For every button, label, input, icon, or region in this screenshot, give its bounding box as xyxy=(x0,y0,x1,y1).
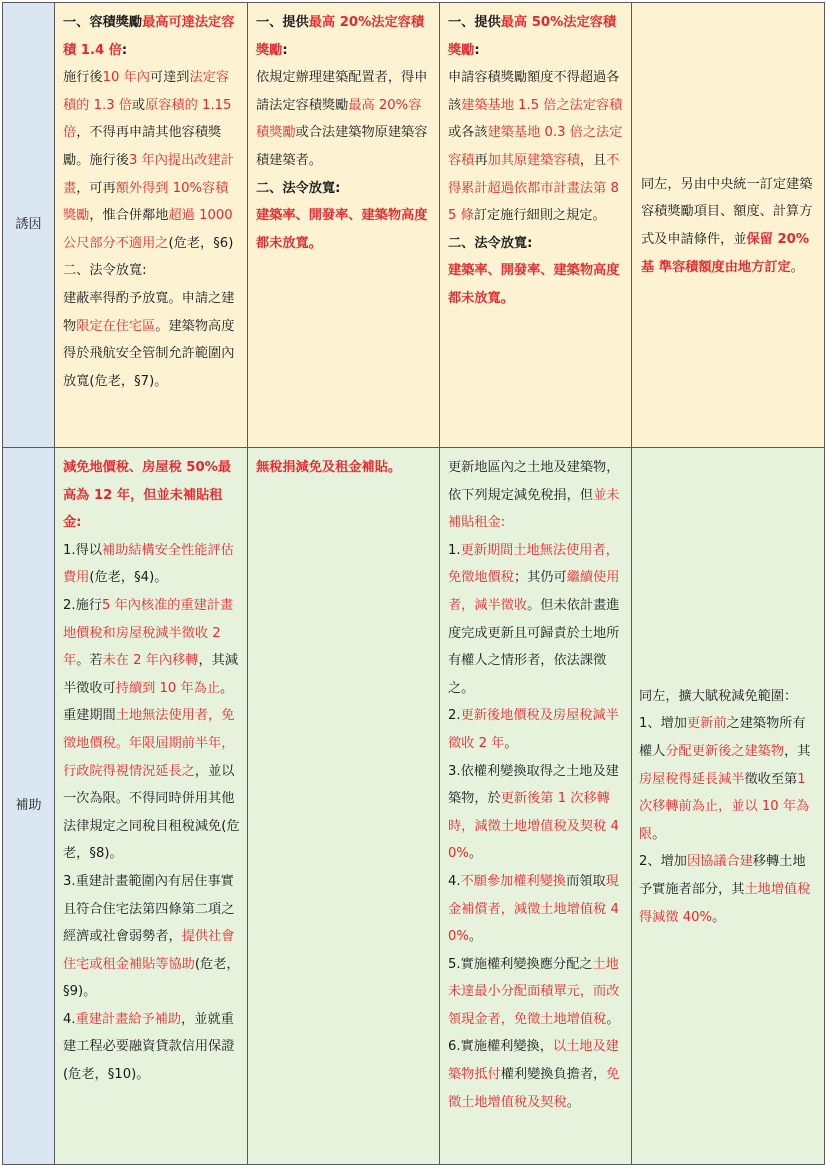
text-run: 不願參加權利變換 xyxy=(460,873,567,889)
text-run: 超過 1000 公尺部分不適用之 xyxy=(63,208,233,251)
text-run: 。 xyxy=(566,1094,580,1110)
cell-paragraph xyxy=(256,64,432,174)
cell-paragraph xyxy=(448,9,624,64)
text-run: 土地增值稅得減徵 40% xyxy=(639,881,811,925)
text-run: ；其仍可 xyxy=(513,570,567,586)
cell-subsidy-col3 xyxy=(440,448,632,1165)
text-run: 建築率、開發率、建築物高度都未放寬。 xyxy=(448,263,620,306)
cell-paragraph xyxy=(639,683,817,711)
text-run: 重建計畫給予補助 xyxy=(75,1011,182,1027)
text-run: 2. xyxy=(448,708,461,724)
text-run: 4. xyxy=(448,873,461,889)
text-run: 二、法令放寬: xyxy=(256,180,341,196)
text-run: 權利變換負擔者， xyxy=(500,1067,607,1083)
cell-paragraph xyxy=(639,848,817,931)
text-run: 3.重建計畫範圍內有居住事實且符合住宅法第四條第二項之經濟或社會弱勢者， xyxy=(63,873,235,945)
cell-paragraph xyxy=(63,285,240,395)
text-run: (危老，§4)。 xyxy=(89,570,168,586)
text-run: 加其原建築容積 xyxy=(487,152,580,168)
cell-paragraph xyxy=(256,9,432,64)
text-run: 6.實施權利變換， xyxy=(448,1039,553,1055)
text-run: 可達到 xyxy=(149,70,190,86)
text-run: 以土地及建築物抵付 xyxy=(448,1039,619,1083)
text-run: 5.實施權利變換應分配之 xyxy=(448,956,593,972)
text-run: 而領取 xyxy=(566,873,606,889)
text-run: 或各該 xyxy=(448,125,488,141)
text-run: ，不得再申請其他容積獎勵。施行後 xyxy=(63,125,222,168)
cell-paragraph xyxy=(448,868,624,951)
text-run: (危老，§6) xyxy=(168,235,234,251)
text-run: 保留 20%基 準容積額度由地方訂定 xyxy=(641,232,810,275)
text-run: 1. xyxy=(448,542,461,558)
text-run: 更新前 xyxy=(686,716,727,732)
cell-paragraph xyxy=(448,702,624,757)
text-run: 因協議合建 xyxy=(686,854,753,870)
text-run: ，且 xyxy=(579,152,607,168)
text-run: 。若 xyxy=(76,653,103,669)
cell-incentive-col3 xyxy=(440,3,632,448)
text-run: 1、增加 xyxy=(639,716,687,732)
cell-paragraph xyxy=(63,64,240,257)
text-run: : xyxy=(282,42,288,58)
cell-paragraph xyxy=(63,868,240,1006)
cell-paragraph xyxy=(256,175,432,203)
cell-paragraph xyxy=(448,758,624,868)
text-run: 更新後第 1 次移轉時，減徵土地增值稅及契稅 40% xyxy=(448,791,619,862)
text-run: 。 xyxy=(504,735,518,751)
text-run: ，惟合併鄰地 xyxy=(89,208,169,224)
cell-paragraph xyxy=(63,257,240,285)
text-run: 補助結構安全性能評估費用 xyxy=(63,542,234,586)
cell-paragraph xyxy=(448,537,624,703)
text-run: ，並以一次為限。不得同時併用其他法律規定之同稅目租稅減免(危老，§8)。 xyxy=(63,763,240,862)
cell-paragraph xyxy=(448,1033,624,1116)
text-run: ，其減半徵收可 xyxy=(63,653,239,696)
cell-subsidy-col1 xyxy=(55,448,248,1165)
cell-paragraph xyxy=(256,454,432,482)
cell-paragraph xyxy=(639,710,817,848)
text-run: (危老，§9)。 xyxy=(63,956,240,1000)
text-run: 更新期間土地無法使用者，免徵地價稅 xyxy=(448,542,619,586)
text-run: : xyxy=(121,42,128,58)
cell-paragraph xyxy=(448,454,624,537)
text-run: 建蔽率得酌予放寬。申請之建物 xyxy=(63,290,235,334)
text-run: 最高 20%容積獎勵 xyxy=(256,97,422,141)
text-run: 移轉土地予實施者部分，其 xyxy=(639,854,806,897)
text-run: 徵收至第 xyxy=(744,771,798,787)
text-run: 建築基地 0.3 倍之法定容積 xyxy=(448,125,623,168)
text-run: 不得累計超過依都市計畫法第 85 條 xyxy=(448,152,620,224)
text-run: 3.依權利變換取得之土地及建築物，於 xyxy=(448,763,619,807)
text-run: 再 xyxy=(474,152,488,168)
text-run: 之建築物所有權人 xyxy=(639,716,806,760)
text-run: 。建築物高度得於飛航安全管制允許範圍內放寬(危老，§7)。 xyxy=(63,318,235,389)
text-run: 。 xyxy=(468,846,483,862)
cell-subsidy-col2 xyxy=(248,448,440,1165)
text-run: : xyxy=(474,42,480,58)
row-label-incentive: 誘因 xyxy=(3,3,55,448)
text-run: 持續到 10 年為止 xyxy=(115,680,221,696)
cell-incentive-col2 xyxy=(248,3,440,448)
text-run: 最高 20%法定容積獎勵 xyxy=(256,15,425,58)
text-run: 2.施行 xyxy=(63,597,102,613)
text-run: 3 年內提出改建計畫 xyxy=(63,152,234,196)
text-run: 一、提供 xyxy=(256,15,309,30)
cell-incentive-col1 xyxy=(55,3,248,448)
text-run: 4. xyxy=(63,1011,76,1027)
text-run: 房屋稅得延長減半 xyxy=(639,771,745,787)
text-run: 二、法令放寬: xyxy=(63,263,147,279)
text-run: 建築率、開發率、建築物高度都未放寬。 xyxy=(256,208,428,251)
text-run: 提供社會住宅或租金補貼等協助 xyxy=(63,929,235,972)
text-run: 免徵土地增值稅及契稅 xyxy=(448,1067,620,1110)
text-run: 依規定辦理建築配置者，得申請法定容積獎勵 xyxy=(256,70,428,113)
text-run: 。 xyxy=(606,1011,620,1027)
text-run: 1 次移轉前為止，並以 10 年為限 xyxy=(639,771,810,842)
text-run: 。 xyxy=(790,259,804,275)
text-run: 10 年內 xyxy=(102,70,150,86)
text-run: 更新地區內之土地及建築物，依下列規定減免稅捐，但 xyxy=(448,460,620,503)
text-run: 現金補償者，減徵土地增值稅 40% xyxy=(448,873,619,945)
text-run: 同左，擴大賦稅減免範圍： xyxy=(639,688,798,704)
text-run: 同左，另由中央統一訂定建築容積獎勵項目、額度、計算方式及申請條件，並 xyxy=(641,176,813,247)
text-run: 法定容積的 1.3 倍 xyxy=(63,70,230,113)
table-row-incentive xyxy=(3,3,825,448)
text-run: 分配更新後之建築物 xyxy=(665,744,785,760)
text-run: 更新後地價稅及房屋稅減半徵收 2 年 xyxy=(448,708,619,751)
cell-subsidy-col4 xyxy=(632,448,825,1165)
text-run: 1.得以 xyxy=(63,542,102,558)
text-run: 。 xyxy=(652,826,666,842)
text-run: 施行後 xyxy=(63,70,103,86)
text-run: 訂定施行細則之規定。 xyxy=(473,208,606,224)
text-run: 減免地價稅、房屋稅 50%最高為 12 年，但並未補貼租金: xyxy=(63,460,232,531)
cell-paragraph xyxy=(63,592,240,868)
text-run: 。但未依計畫進度完成更新且可歸責於土地所有權人之情形者，依法課徵之。 xyxy=(448,597,620,696)
text-run: ，其 xyxy=(784,744,811,760)
text-run: 一、容積獎勵 xyxy=(63,15,143,30)
cell-paragraph xyxy=(63,454,240,537)
text-run: 繼續使用者，減半徵收 xyxy=(448,570,620,613)
text-run: 並未補貼租金: xyxy=(448,487,620,531)
text-run: 一、提供 xyxy=(448,15,501,30)
text-run: 。 xyxy=(712,909,726,925)
text-run: ，並就重建工程必要融資貸款信用保證(危老，§10)。 xyxy=(63,1011,235,1083)
cell-paragraph xyxy=(448,230,624,258)
cell-paragraph xyxy=(63,1006,240,1089)
text-run: 額外得到 10%容積獎勵 xyxy=(63,180,229,224)
text-run: ，可再 xyxy=(76,180,116,196)
text-run: 或 xyxy=(131,97,146,113)
text-run: 。 xyxy=(468,929,483,945)
cell-paragraph xyxy=(448,257,624,312)
row-label-subsidy: 補助 xyxy=(3,448,55,1165)
table-row-subsidy xyxy=(3,448,825,1165)
cell-paragraph xyxy=(448,951,624,1034)
cell-paragraph xyxy=(448,64,624,230)
comparison-table xyxy=(2,2,825,1165)
text-run: 未在 2 年內移轉 xyxy=(102,653,199,669)
cell-paragraph xyxy=(63,537,240,592)
text-run: 建築基地 1.5 倍之法定容積 xyxy=(461,97,623,113)
text-run: 土地未達最小分配面積單元，而改領現金者，免徵土地增值稅 xyxy=(448,956,620,1027)
text-run: 原容積的 1.15 倍 xyxy=(63,97,232,141)
text-run: 二、法令放寬: xyxy=(448,235,533,251)
text-run: 5 年內核准的重建計畫地價稅和房屋稅減半徵收 2 年 xyxy=(63,597,234,669)
text-run: 最高可達法定容積 1.4 倍 xyxy=(63,15,235,58)
text-run: 限定在住宅區 xyxy=(76,318,156,334)
text-run: 。重建期間 xyxy=(63,680,234,724)
cell-incentive-col4 xyxy=(632,3,825,448)
cell-paragraph xyxy=(641,171,817,281)
text-run: 申請容積獎勵額度不得超過各該 xyxy=(448,70,620,113)
table-body xyxy=(3,3,825,1165)
text-run: 最高 50%法定容積獎勵 xyxy=(448,15,617,58)
cell-paragraph xyxy=(256,202,432,257)
text-run: 或合法建築物原建築容積建築者。 xyxy=(256,125,428,168)
text-run: 2、增加 xyxy=(639,854,687,870)
text-run: 無稅捐減免及租金補貼。 xyxy=(256,460,402,475)
text-run: 土地無法使用者，免徵地價稅。年限屆期前半年，行政院得視情況延長之 xyxy=(63,708,235,779)
cell-paragraph xyxy=(63,9,240,64)
